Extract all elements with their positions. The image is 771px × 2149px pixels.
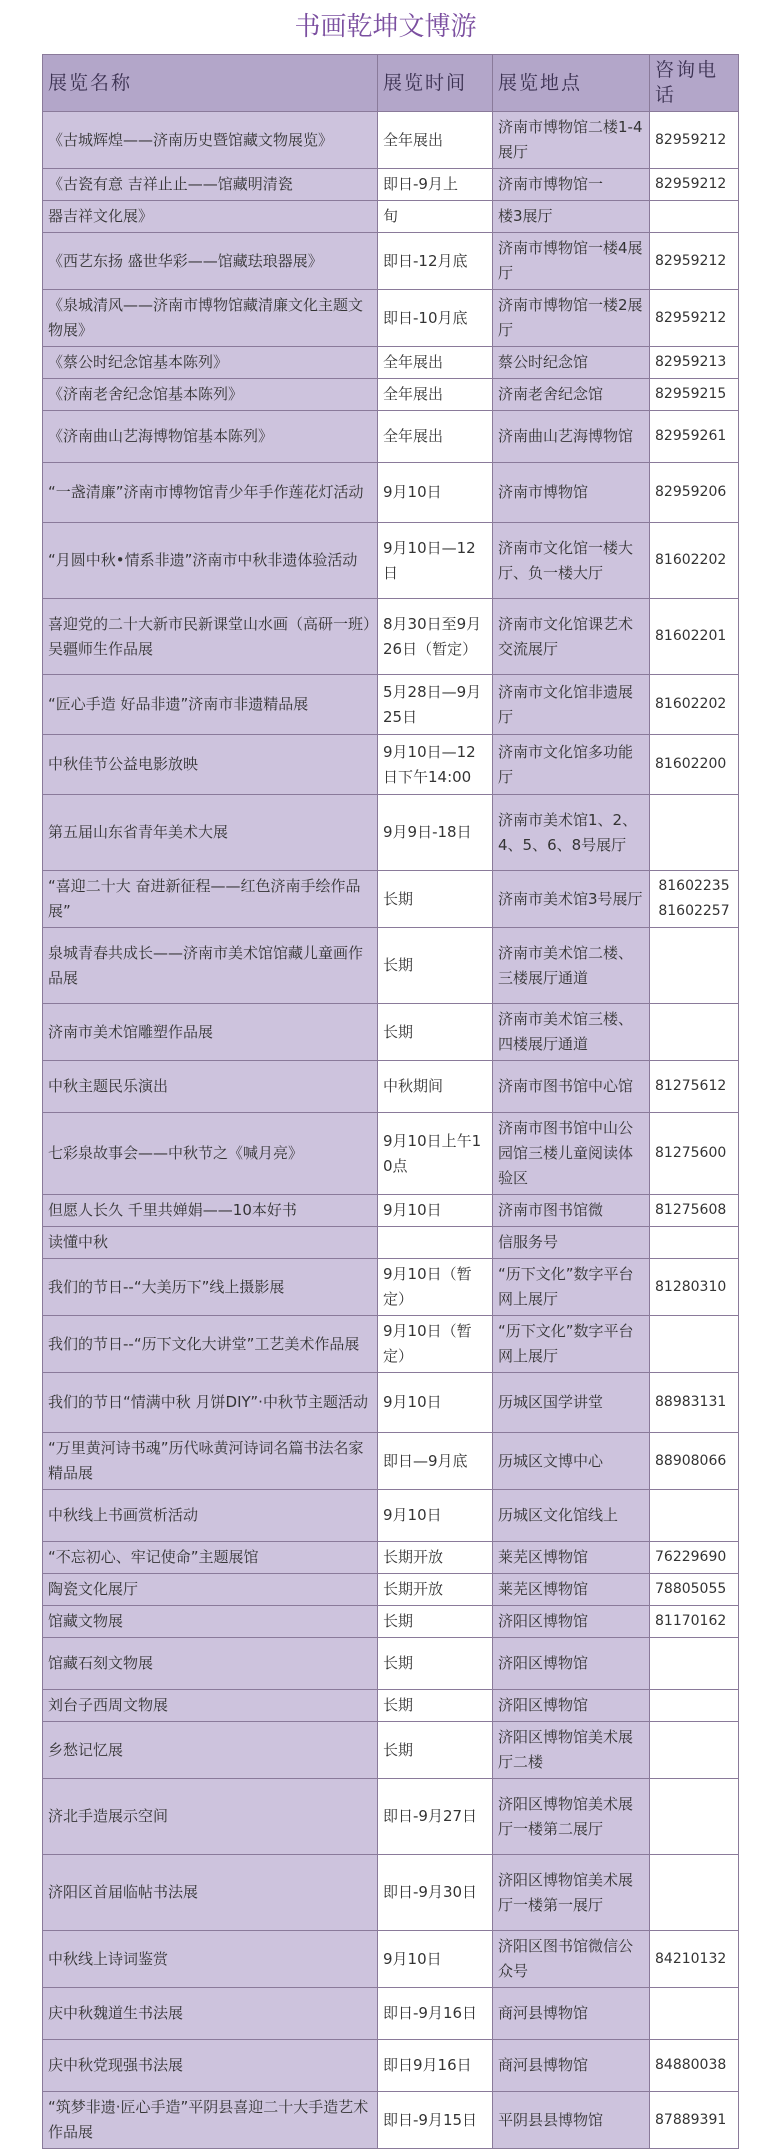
cell-phone: 84210132 xyxy=(650,1931,739,1988)
table-row xyxy=(43,347,739,379)
cell-phone xyxy=(650,1227,739,1259)
cell-place: 济阳区图书馆微信公众号 xyxy=(493,1931,650,1988)
cell-place: 济南市文化馆一楼大厅、负一楼大厅 xyxy=(493,523,650,599)
cell-time: 长期 xyxy=(378,1690,493,1722)
cell-place: 济南市文化馆非遗展厅 xyxy=(493,675,650,735)
header-name: 展览名称 xyxy=(43,55,378,112)
cell-time: 9月10日（暂定） xyxy=(378,1259,493,1316)
cell-name: 庆中秋党现强书法展 xyxy=(43,2040,378,2092)
cell-name: 馆藏石刻文物展 xyxy=(43,1638,378,1690)
cell-name: 《济南曲山艺海博物馆基本陈列》 xyxy=(43,411,378,463)
table-row xyxy=(43,2092,739,2149)
cell-phone xyxy=(650,1316,739,1373)
cell-name: 喜迎党的二十大新市民新课堂山水画（高研一班）吴疆师生作品展 xyxy=(43,599,378,675)
cell-name: 济北手造展示空间 xyxy=(43,1779,378,1855)
table-row xyxy=(43,928,739,1004)
table-row xyxy=(43,1574,739,1606)
cell-phone xyxy=(650,1004,739,1061)
cell-time: 9月10日（暂定） xyxy=(378,1316,493,1373)
cell-name: 泉城青春共成长——济南市美术馆馆藏儿童画作品展 xyxy=(43,928,378,1004)
cell-name: 七彩泉故事会——中秋节之《喊月亮》 xyxy=(43,1113,378,1195)
cell-place: 商河县博物馆 xyxy=(493,1988,650,2040)
cell-name: 中秋线上书画赏析活动 xyxy=(43,1490,378,1542)
cell-place: “历下文化”数字平台网上展厅 xyxy=(493,1259,650,1316)
table-row xyxy=(43,201,739,233)
cell-time: 9月10日 xyxy=(378,1931,493,1988)
cell-phone: 81602202 xyxy=(650,675,739,735)
cell-name: 器吉祥文化展》 xyxy=(43,201,378,233)
header-time: 展览时间 xyxy=(378,55,493,112)
table-row xyxy=(43,735,739,795)
cell-name: 但愿人长久 千里共婵娟——10本好书 xyxy=(43,1195,378,1227)
cell-phone xyxy=(650,1779,739,1855)
cell-time: 全年展出 xyxy=(378,411,493,463)
cell-name: 读懂中秋 xyxy=(43,1227,378,1259)
cell-time: 即日-9月30日 xyxy=(378,1855,493,1931)
cell-time: 9月9日-18日 xyxy=(378,795,493,871)
cell-name: “筑梦非遗·匠心手造”平阴县喜迎二十大手造艺术作品展 xyxy=(43,2092,378,2149)
table-row xyxy=(43,599,739,675)
cell-place: 济南市文化馆多功能厅 xyxy=(493,735,650,795)
cell-name: 《古瓷有意 吉祥止止——馆藏明清瓷 xyxy=(43,169,378,201)
cell-name: 第五届山东省青年美术大展 xyxy=(43,795,378,871)
cell-time: 长期 xyxy=(378,1722,493,1779)
cell-name: 《蔡公时纪念馆基本陈列》 xyxy=(43,347,378,379)
cell-phone: 76229690 xyxy=(650,1542,739,1574)
cell-name: 馆藏文物展 xyxy=(43,1606,378,1638)
table-row xyxy=(43,1722,739,1779)
table-row xyxy=(43,1259,739,1316)
table-row xyxy=(43,1316,739,1373)
cell-time: 即日-9月上 xyxy=(378,169,493,201)
cell-place: 济阳区博物馆 xyxy=(493,1690,650,1722)
table-row xyxy=(43,795,739,871)
cell-place: 蔡公时纪念馆 xyxy=(493,347,650,379)
cell-time: 9月10日 xyxy=(378,1490,493,1542)
cell-phone xyxy=(650,1855,739,1931)
cell-place: 济南市美术馆二楼、三楼展厅通道 xyxy=(493,928,650,1004)
cell-time: 中秋期间 xyxy=(378,1061,493,1113)
cell-phone: 87889391 xyxy=(650,2092,739,2149)
header-phone: 咨询电话 xyxy=(650,55,739,112)
cell-name: “匠心手造 好品非遗”济南市非遗精品展 xyxy=(43,675,378,735)
cell-time: 9月10日上午10点 xyxy=(378,1113,493,1195)
cell-time: 9月10日 xyxy=(378,463,493,523)
cell-place: 济南市图书馆中心馆 xyxy=(493,1061,650,1113)
cell-place: 济阳区博物馆美术展厅一楼第二展厅 xyxy=(493,1779,650,1855)
cell-phone xyxy=(650,1988,739,2040)
cell-phone xyxy=(650,1722,739,1779)
cell-phone: 88908066 xyxy=(650,1433,739,1490)
cell-phone: 81275608 xyxy=(650,1195,739,1227)
cell-place: 济南市图书馆中山公园馆三楼儿童阅读体验区 xyxy=(493,1113,650,1195)
cell-place: 莱芜区博物馆 xyxy=(493,1542,650,1574)
table-row xyxy=(43,1931,739,1988)
table-row xyxy=(43,290,739,347)
table-row xyxy=(43,871,739,928)
cell-place: 平阴县县博物馆 xyxy=(493,2092,650,2149)
cell-place: 济南市博物馆一 xyxy=(493,169,650,201)
table-row xyxy=(43,1227,739,1259)
cell-name: 庆中秋魏道生书法展 xyxy=(43,1988,378,2040)
cell-place: 济南市博物馆 xyxy=(493,463,650,523)
cell-phone xyxy=(650,201,739,233)
cell-phone: 81275600 xyxy=(650,1113,739,1195)
table-row xyxy=(43,1373,739,1433)
cell-phone xyxy=(650,1690,739,1722)
table-row xyxy=(43,169,739,201)
cell-phone: 82959212 xyxy=(650,233,739,290)
cell-time: 全年展出 xyxy=(378,112,493,169)
cell-time: 长期 xyxy=(378,928,493,1004)
cell-name: 我们的节日“情满中秋 月饼DIY”·中秋节主题活动 xyxy=(43,1373,378,1433)
cell-time: 旬 xyxy=(378,201,493,233)
cell-phone: 81602202 xyxy=(650,523,739,599)
cell-name: 《古城辉煌——济南历史暨馆藏文物展览》 xyxy=(43,112,378,169)
cell-phone: 82959212 xyxy=(650,169,739,201)
table-row xyxy=(43,1638,739,1690)
cell-place: 济南市美术馆3号展厅 xyxy=(493,871,650,928)
cell-time: 即日-9月15日 xyxy=(378,2092,493,2149)
cell-time: 长期 xyxy=(378,871,493,928)
page-title: 书画乾坤文博游 xyxy=(294,12,477,42)
cell-place: 济南市博物馆二楼1-4展厅 xyxy=(493,112,650,169)
cell-time: 全年展出 xyxy=(378,347,493,379)
cell-phone: 81170162 xyxy=(650,1606,739,1638)
cell-place: 商河县博物馆 xyxy=(493,2040,650,2092)
cell-place: 济阳区博物馆美术展厅一楼第一展厅 xyxy=(493,1855,650,1931)
cell-place: 济南市文化馆课艺术交流展厅 xyxy=(493,599,650,675)
cell-time: 即日9月16日 xyxy=(378,2040,493,2092)
cell-time: 即日-9月27日 xyxy=(378,1779,493,1855)
cell-phone xyxy=(650,1638,739,1690)
table-row xyxy=(43,1988,739,2040)
cell-phone: 82959213 xyxy=(650,347,739,379)
cell-time: 全年展出 xyxy=(378,379,493,411)
cell-phone: 81602200 xyxy=(650,735,739,795)
cell-phone: 82959261 xyxy=(650,411,739,463)
cell-place: 济南市博物馆一楼2展厅 xyxy=(493,290,650,347)
cell-place: 历城区国学讲堂 xyxy=(493,1373,650,1433)
cell-name: 中秋佳节公益电影放映 xyxy=(43,735,378,795)
cell-phone: 82959212 xyxy=(650,290,739,347)
cell-place: 历城区文化馆线上 xyxy=(493,1490,650,1542)
cell-place: 济阳区博物馆美术展厅二楼 xyxy=(493,1722,650,1779)
cell-phone: 82959212 xyxy=(650,112,739,169)
table-row xyxy=(43,1061,739,1113)
cell-phone: 82959206 xyxy=(650,463,739,523)
cell-name: 济南市美术馆雕塑作品展 xyxy=(43,1004,378,1061)
table-row xyxy=(43,1779,739,1855)
table-row xyxy=(43,2040,739,2092)
cell-time: 长期 xyxy=(378,1638,493,1690)
cell-name: 《济南老舍纪念馆基本陈列》 xyxy=(43,379,378,411)
cell-phone: 84880038 xyxy=(650,2040,739,2092)
cell-time: 8月30日至9月26日（暂定） xyxy=(378,599,493,675)
cell-time: 9月10日—12日下午14:00 xyxy=(378,735,493,795)
table-row xyxy=(43,1542,739,1574)
table-row xyxy=(43,1433,739,1490)
cell-time: 9月10日 xyxy=(378,1373,493,1433)
cell-place: 历城区文博中心 xyxy=(493,1433,650,1490)
cell-name: “喜迎二十大 奋进新征程——红色济南手绘作品展” xyxy=(43,871,378,928)
table-row xyxy=(43,1490,739,1542)
cell-phone: 81602235 81602257 xyxy=(650,871,739,928)
cell-name: 中秋主题民乐演出 xyxy=(43,1061,378,1113)
cell-place: 济南曲山艺海博物馆 xyxy=(493,411,650,463)
cell-phone: 81275612 xyxy=(650,1061,739,1113)
cell-phone: 81280310 xyxy=(650,1259,739,1316)
cell-time: 长期开放 xyxy=(378,1574,493,1606)
cell-name: 我们的节日--“大美历下”线上摄影展 xyxy=(43,1259,378,1316)
table-row xyxy=(43,1004,739,1061)
cell-place: 济南市图书馆微 xyxy=(493,1195,650,1227)
cell-place: 济南老舍纪念馆 xyxy=(493,379,650,411)
cell-phone xyxy=(650,1490,739,1542)
table-row xyxy=(43,112,739,169)
cell-name: 济阳区首届临帖书法展 xyxy=(43,1855,378,1931)
table-row xyxy=(43,675,739,735)
cell-name: 乡愁记忆展 xyxy=(43,1722,378,1779)
cell-time: 5月28日—9月25日 xyxy=(378,675,493,735)
table-row xyxy=(43,1606,739,1638)
header-place: 展览地点 xyxy=(493,55,650,112)
cell-phone: 82959215 xyxy=(650,379,739,411)
cell-name: 我们的节日--“历下文化大讲堂”工艺美术作品展 xyxy=(43,1316,378,1373)
table-row xyxy=(43,1113,739,1195)
cell-place: 济阳区博物馆 xyxy=(493,1638,650,1690)
cell-phone: 88983131 xyxy=(650,1373,739,1433)
cell-name: 陶瓷文化展厅 xyxy=(43,1574,378,1606)
cell-phone xyxy=(650,795,739,871)
table-row xyxy=(43,411,739,463)
cell-time: 9月10日—12日 xyxy=(378,523,493,599)
cell-time xyxy=(378,1227,493,1259)
cell-place: 济南市美术馆三楼、四楼展厅通道 xyxy=(493,1004,650,1061)
cell-phone: 78805055 xyxy=(650,1574,739,1606)
cell-place: “历下文化”数字平台网上展厅 xyxy=(493,1316,650,1373)
cell-place: 楼3展厅 xyxy=(493,201,650,233)
table-header-row xyxy=(43,55,739,112)
cell-time: 即日—9月底 xyxy=(378,1433,493,1490)
cell-place: 信服务号 xyxy=(493,1227,650,1259)
cell-time: 长期开放 xyxy=(378,1542,493,1574)
cell-time: 9月10日 xyxy=(378,1195,493,1227)
cell-place: 济南市美术馆1、2、4、5、6、8号展厅 xyxy=(493,795,650,871)
table-row xyxy=(43,233,739,290)
cell-name: “月圆中秋•情系非遗”济南市中秋非遗体验活动 xyxy=(43,523,378,599)
exhibition-table xyxy=(42,54,739,2149)
table-row xyxy=(43,523,739,599)
cell-name: 刘台子西周文物展 xyxy=(43,1690,378,1722)
cell-time: 即日-9月16日 xyxy=(378,1988,493,2040)
table-row xyxy=(43,463,739,523)
cell-place: 济阳区博物馆 xyxy=(493,1606,650,1638)
cell-time: 即日-12月底 xyxy=(378,233,493,290)
cell-place: 济南市博物馆一楼4展厅 xyxy=(493,233,650,290)
cell-phone: 81602201 xyxy=(650,599,739,675)
table-row xyxy=(43,1690,739,1722)
cell-name: “万里黄河诗书魂”历代咏黄河诗词名篇书法名家精品展 xyxy=(43,1433,378,1490)
cell-name: “一盏清廉”济南市博物馆青少年手作莲花灯活动 xyxy=(43,463,378,523)
cell-time: 长期 xyxy=(378,1004,493,1061)
cell-name: “不忘初心、牢记使命”主题展馆 xyxy=(43,1542,378,1574)
cell-time: 即日-10月底 xyxy=(378,290,493,347)
cell-phone xyxy=(650,928,739,1004)
cell-name: 《泉城清风——济南市博物馆藏清廉文化主题文物展》 xyxy=(43,290,378,347)
table-row xyxy=(43,1195,739,1227)
cell-name: 中秋线上诗词鉴赏 xyxy=(43,1931,378,1988)
table-row xyxy=(43,1855,739,1931)
cell-place: 莱芜区博物馆 xyxy=(493,1574,650,1606)
cell-time: 长期 xyxy=(378,1606,493,1638)
cell-name: 《西艺东扬 盛世华彩——馆藏珐琅器展》 xyxy=(43,233,378,290)
table-row xyxy=(43,379,739,411)
